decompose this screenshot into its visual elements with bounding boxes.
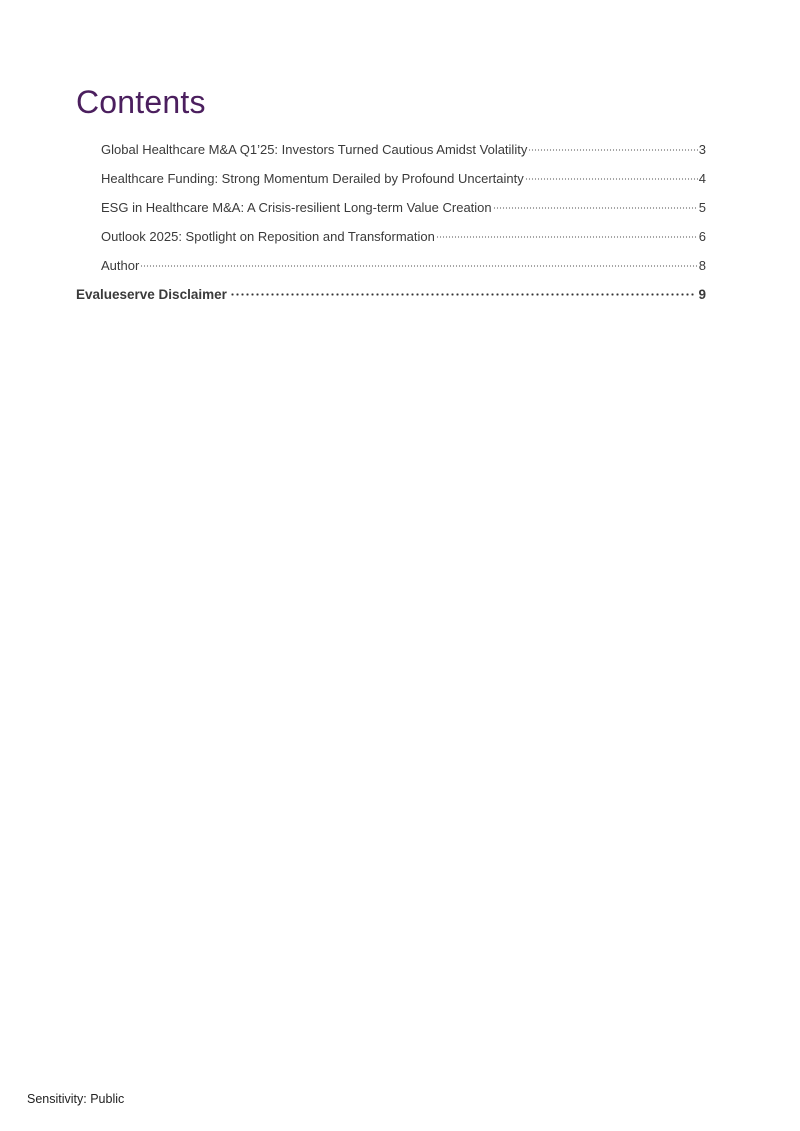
dot-leader: [525, 178, 698, 180]
toc-entry-outlook-2025[interactable]: [76, 229, 706, 258]
dot-leader: [230, 293, 696, 296]
toc-entry-title[interactable]: ESG in Healthcare M&A: A Crisis-resilient Long-term Value Creation: [101, 200, 492, 215]
toc-entry-author[interactable]: [76, 258, 706, 287]
toc-entry-page[interactable]: 4: [698, 171, 706, 186]
toc-entry-esg-healthcare[interactable]: [76, 200, 706, 229]
dot-leader: [140, 265, 697, 267]
toc-entry-global-healthcare-ma[interactable]: [76, 142, 706, 171]
toc-entry-page[interactable]: 6: [698, 229, 706, 244]
page-title: Contents: [76, 84, 206, 120]
table-of-contents: [76, 142, 706, 316]
toc-entry-healthcare-funding[interactable]: [76, 171, 706, 200]
toc-entry-page[interactable]: 9: [698, 287, 706, 302]
toc-entry-title[interactable]: Global Healthcare M&A Q1’25: Investors Turned Cautious Amidst Volatility: [101, 142, 528, 157]
toc-entry-title[interactable]: Author: [101, 258, 140, 273]
dot-leader: [493, 207, 698, 209]
toc-entry-title[interactable]: Healthcare Funding: Strong Momentum Derailed by Profound Uncertainty: [101, 171, 524, 186]
toc-entry-title[interactable]: Evalueserve Disclaimer: [76, 287, 227, 302]
toc-entry-title[interactable]: Outlook 2025: Spotlight on Reposition and Transformation: [101, 229, 435, 244]
dot-leader: [528, 149, 697, 151]
toc-entry-page[interactable]: 8: [698, 258, 706, 273]
dot-leader: [436, 236, 698, 238]
toc-entry-page[interactable]: 5: [698, 200, 706, 215]
toc-entry-evalueserve-disclaimer[interactable]: [76, 287, 706, 316]
toc-entry-page[interactable]: 3: [698, 142, 706, 157]
sensitivity-label: Sensitivity: Public: [27, 1092, 125, 1106]
